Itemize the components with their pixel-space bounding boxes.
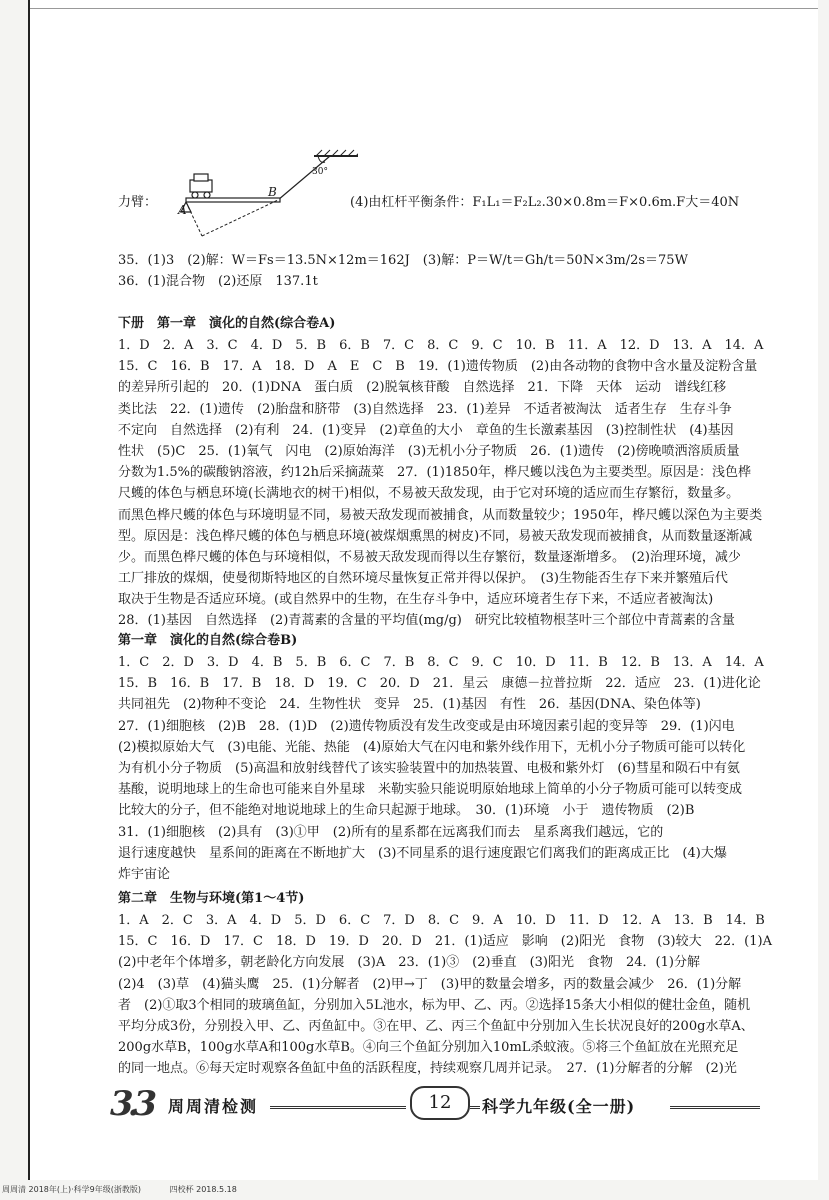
answer-line: 尺蠖的体色与栖息环境(长满地衣的树干)相似，不易被天敌发现，由于它对环境的适应而生存繁衍，数量多。 bbox=[118, 486, 740, 502]
footer-rule-mid bbox=[470, 1106, 480, 1109]
answer-line: 36．(1)混合物 (2)还原 137.1t bbox=[118, 274, 318, 290]
answer-line: 共同祖先 (2)物种不变论 24．生物性状 变异 25．(1)基因 有性 26．基因(DNA、染色体等) bbox=[118, 697, 701, 713]
answer-line: 类比法 22．(1)遗传 (2)胎盘和脐带 (3)自然选择 23．(1)差异 不适者被淘汰 适者生存 生存斗争 bbox=[118, 401, 732, 417]
answer-line: 性状 (5)C 25．(1)氧气 闪电 (2)原始海洋 (3)无机小分子物质 26．(1)遗传 (2)傍晚喷洒溶质质量 bbox=[118, 443, 740, 459]
top-rule bbox=[30, 8, 818, 9]
page-footer bbox=[110, 1084, 780, 1126]
answer-line: (2)中老年个体增多，朝老龄化方向发展 (3)A 23．(1)③ (2)垂直 (3)阳光 食物 24．(1)分解 bbox=[118, 955, 700, 971]
section-title: 第二章 生物与环境(第1～4节) bbox=[118, 891, 305, 906]
print-info-left: 周周清 2018年(上)·科学9年级(浙教版) bbox=[2, 1185, 142, 1194]
point-b-label: B bbox=[268, 185, 277, 199]
point-a-label: A bbox=[178, 203, 187, 217]
lever-figure bbox=[118, 140, 778, 250]
answer-line: 工厂排放的煤烟，使曼彻斯特地区的自然环境尽量恢复正常并得以保护。 (3)生物能否生存下来并繁殖后代 bbox=[118, 571, 728, 587]
print-info bbox=[2, 1184, 263, 1195]
footer-rule-left bbox=[270, 1106, 406, 1109]
section-b bbox=[118, 630, 778, 885]
answer-line: 1．A 2．C 3．A 4．D 5．D 6．C 7．D 8．C 9．A 10．D 11．D 12．A 13．B 14．B bbox=[118, 913, 765, 928]
answer-line: 分数为1.5%的碳酸钠溶液，约12h后采摘蔬菜 27．(1)1850年，桦尺蠖以浅色为主要类型。原因是：浅色桦 bbox=[118, 465, 751, 481]
answer-line: 而黑色桦尺蠖的体色与环境明显不同，易被天敌发现而被捕食，从而数量较少；1950年，桦尺蠖以深色为主要类 bbox=[118, 507, 763, 523]
answer-line: (2)4 (3)草 (4)猫头鹰 25．(1)分解者 (2)甲→丁 (3)甲的数量会增多，丙的数量会减少 26．(1)分解 bbox=[118, 976, 742, 992]
answer-line: 比较大的分子，但不能绝对地说地球上的生命只起源于地球。 30．(1)环境 小于 遗传物质 (2)B bbox=[118, 803, 695, 819]
answer-line: 取决于生物是否适应环境。(或自然界中的生物，在生存斗争中，适应环境者生存下来，不适应者被淘汰) bbox=[118, 592, 714, 608]
answer-line: 为有机小分子物质 (5)高温和放射线替代了该实验装置中的加热装置、电极和紫外灯 (6)彗星和陨石中有氨 bbox=[118, 760, 740, 776]
arm-label: 力臂： bbox=[118, 195, 158, 210]
answer-line: 不定向 自然选择 (2)有利 24．(1)变异 (2)章鱼的大小 章鱼的生长激素基因 (3)控制性状 (4)基因 bbox=[118, 422, 734, 438]
answer-line: 平均分成3份，分别投入甲、乙、丙鱼缸中。③在甲、乙、丙三个鱼缸中分别加入生长状况良好的200g水草A、 bbox=[118, 1018, 754, 1034]
footer-logo: 3.3 bbox=[110, 1084, 152, 1124]
lever-formula: (4)由杠杆平衡条件：F₁L₁＝F₂L₂.30×0.8m＝F×0.6m.F大＝40N bbox=[350, 195, 740, 210]
answer-line: 15．C 16．D 17．C 18．D 19．D 20．D 21．(1)适应 影响 (2)阳光 食物 (3)较大 22．(1)A bbox=[118, 934, 772, 950]
answer-line: 的差异所引起的 20．(1)DNA 蛋白质 (2)脱氧核苷酸 自然选择 21．下降 天体 运动 谱线红移 bbox=[118, 380, 727, 396]
answer-line: 者 (2)①取3个相同的玻璃鱼缸，分别加入5L池水，标为甲、乙、丙。②选择15条大小相似的健壮金鱼，随机 bbox=[118, 997, 751, 1013]
answer-line: 型。原因是：浅色桦尺蠖的体色与栖息环境(被煤烟熏黑的树皮)不同，易被天敌发现而被捕食，从而数量逐渐减 bbox=[118, 528, 753, 544]
answer-line: 15．B 16．B 17．B 18．D 19．C 20．D 21．星云 康德－拉普拉斯 22．适应 23．(1)进化论 bbox=[118, 676, 761, 692]
section-a bbox=[118, 313, 778, 632]
answer-line: (2)模拟原始大气 (3)电能、光能、热能 (4)原始大气在闪电和紫外线作用下，无机小分子物质可能可以转化 bbox=[118, 739, 746, 755]
answer-line: 27．(1)细胞核 (2)B 28．(1)D (2)遗传物质没有发生改变或是由环境因素引起的变异等 29．(1)闪电 bbox=[118, 718, 735, 734]
answer-line: 炸宇宙论 bbox=[118, 866, 171, 882]
footer-rule-right bbox=[670, 1106, 760, 1109]
answer-line: 的同一地点。⑥每天定时观察各鱼缸中鱼的活跃程度，持续观察几周并记录。 27．(1)分解者的分解 (2)光 bbox=[118, 1061, 737, 1077]
answer-line: 200g水草B，100g水草A和100g水草B。④向三个鱼缸分别加入10mL杀蚊液。⑤将三个鱼缸放在光照充足 bbox=[118, 1040, 739, 1056]
answer-line: 1．D 2．A 3．C 4．D 5．B 6．B 7．C 8．C 9．C 10．B 11．A 12．D 13．A 14．A bbox=[118, 338, 764, 353]
answer-line: 1．C 2．D 3．D 4．B 5．B 6．C 7．B 8．C 9．C 10．D 11．B 12．B 13．A 14．A bbox=[118, 655, 764, 670]
section-c bbox=[118, 888, 778, 1080]
answer-page bbox=[28, 0, 818, 1180]
answer-line: 少。而黑色桦尺蠖的体色与环境相似，不易被天敌发现而得以生存繁衍，数量逐渐增多。 (2)治理环境，减少 bbox=[118, 549, 741, 565]
angle-label: 30° bbox=[312, 167, 328, 177]
answer-line: 28．(1)基因 自然选择 (2)青蒿素的含量的平均值(mg/g) 研究比较植物根茎叶三个部位中青蒿素的含量 bbox=[118, 613, 735, 629]
answer-line: 31．(1)细胞核 (2)具有 (3)①甲 (2)所有的星系都在远离我们而去 星系离我们越远，它的 bbox=[118, 824, 664, 840]
print-info-right: 四校杯 2018.5.18 bbox=[169, 1185, 237, 1194]
footer-brand: 周周清检测 bbox=[168, 1097, 259, 1116]
footer-subject: 科学九年级(全一册) bbox=[482, 1097, 636, 1116]
answer-line: 15．C 16．B 17．A 18．D A E C B 19．(1)遗传物质 (2)由各动物的食物中含水量及淀粉含量 bbox=[118, 359, 758, 375]
section-title: 下册 第一章 演化的自然(综合卷A) bbox=[118, 316, 336, 331]
section-title: 第一章 演化的自然(综合卷B) bbox=[118, 633, 298, 648]
answer-line: 退行速度越快 星系间的距离在不断地扩大 (3)不同星系的退行速度跟它们离我们的距离成正比 (4)大爆 bbox=[118, 845, 727, 861]
answer-line: 35．(1)3 (2)解：W＝Fs＝13.5N×12m＝162J (3)解：P＝W/t＝Gh/t＝50N×3m/2s＝75W bbox=[118, 253, 688, 268]
page-number: 12 bbox=[410, 1086, 470, 1120]
top-answers bbox=[118, 250, 778, 292]
answer-line: 基酸，说明地球上的生命也可能来自外星球 米勒实验只能说明原始地球上简单的小分子物质可能可以转变成 bbox=[118, 782, 743, 798]
